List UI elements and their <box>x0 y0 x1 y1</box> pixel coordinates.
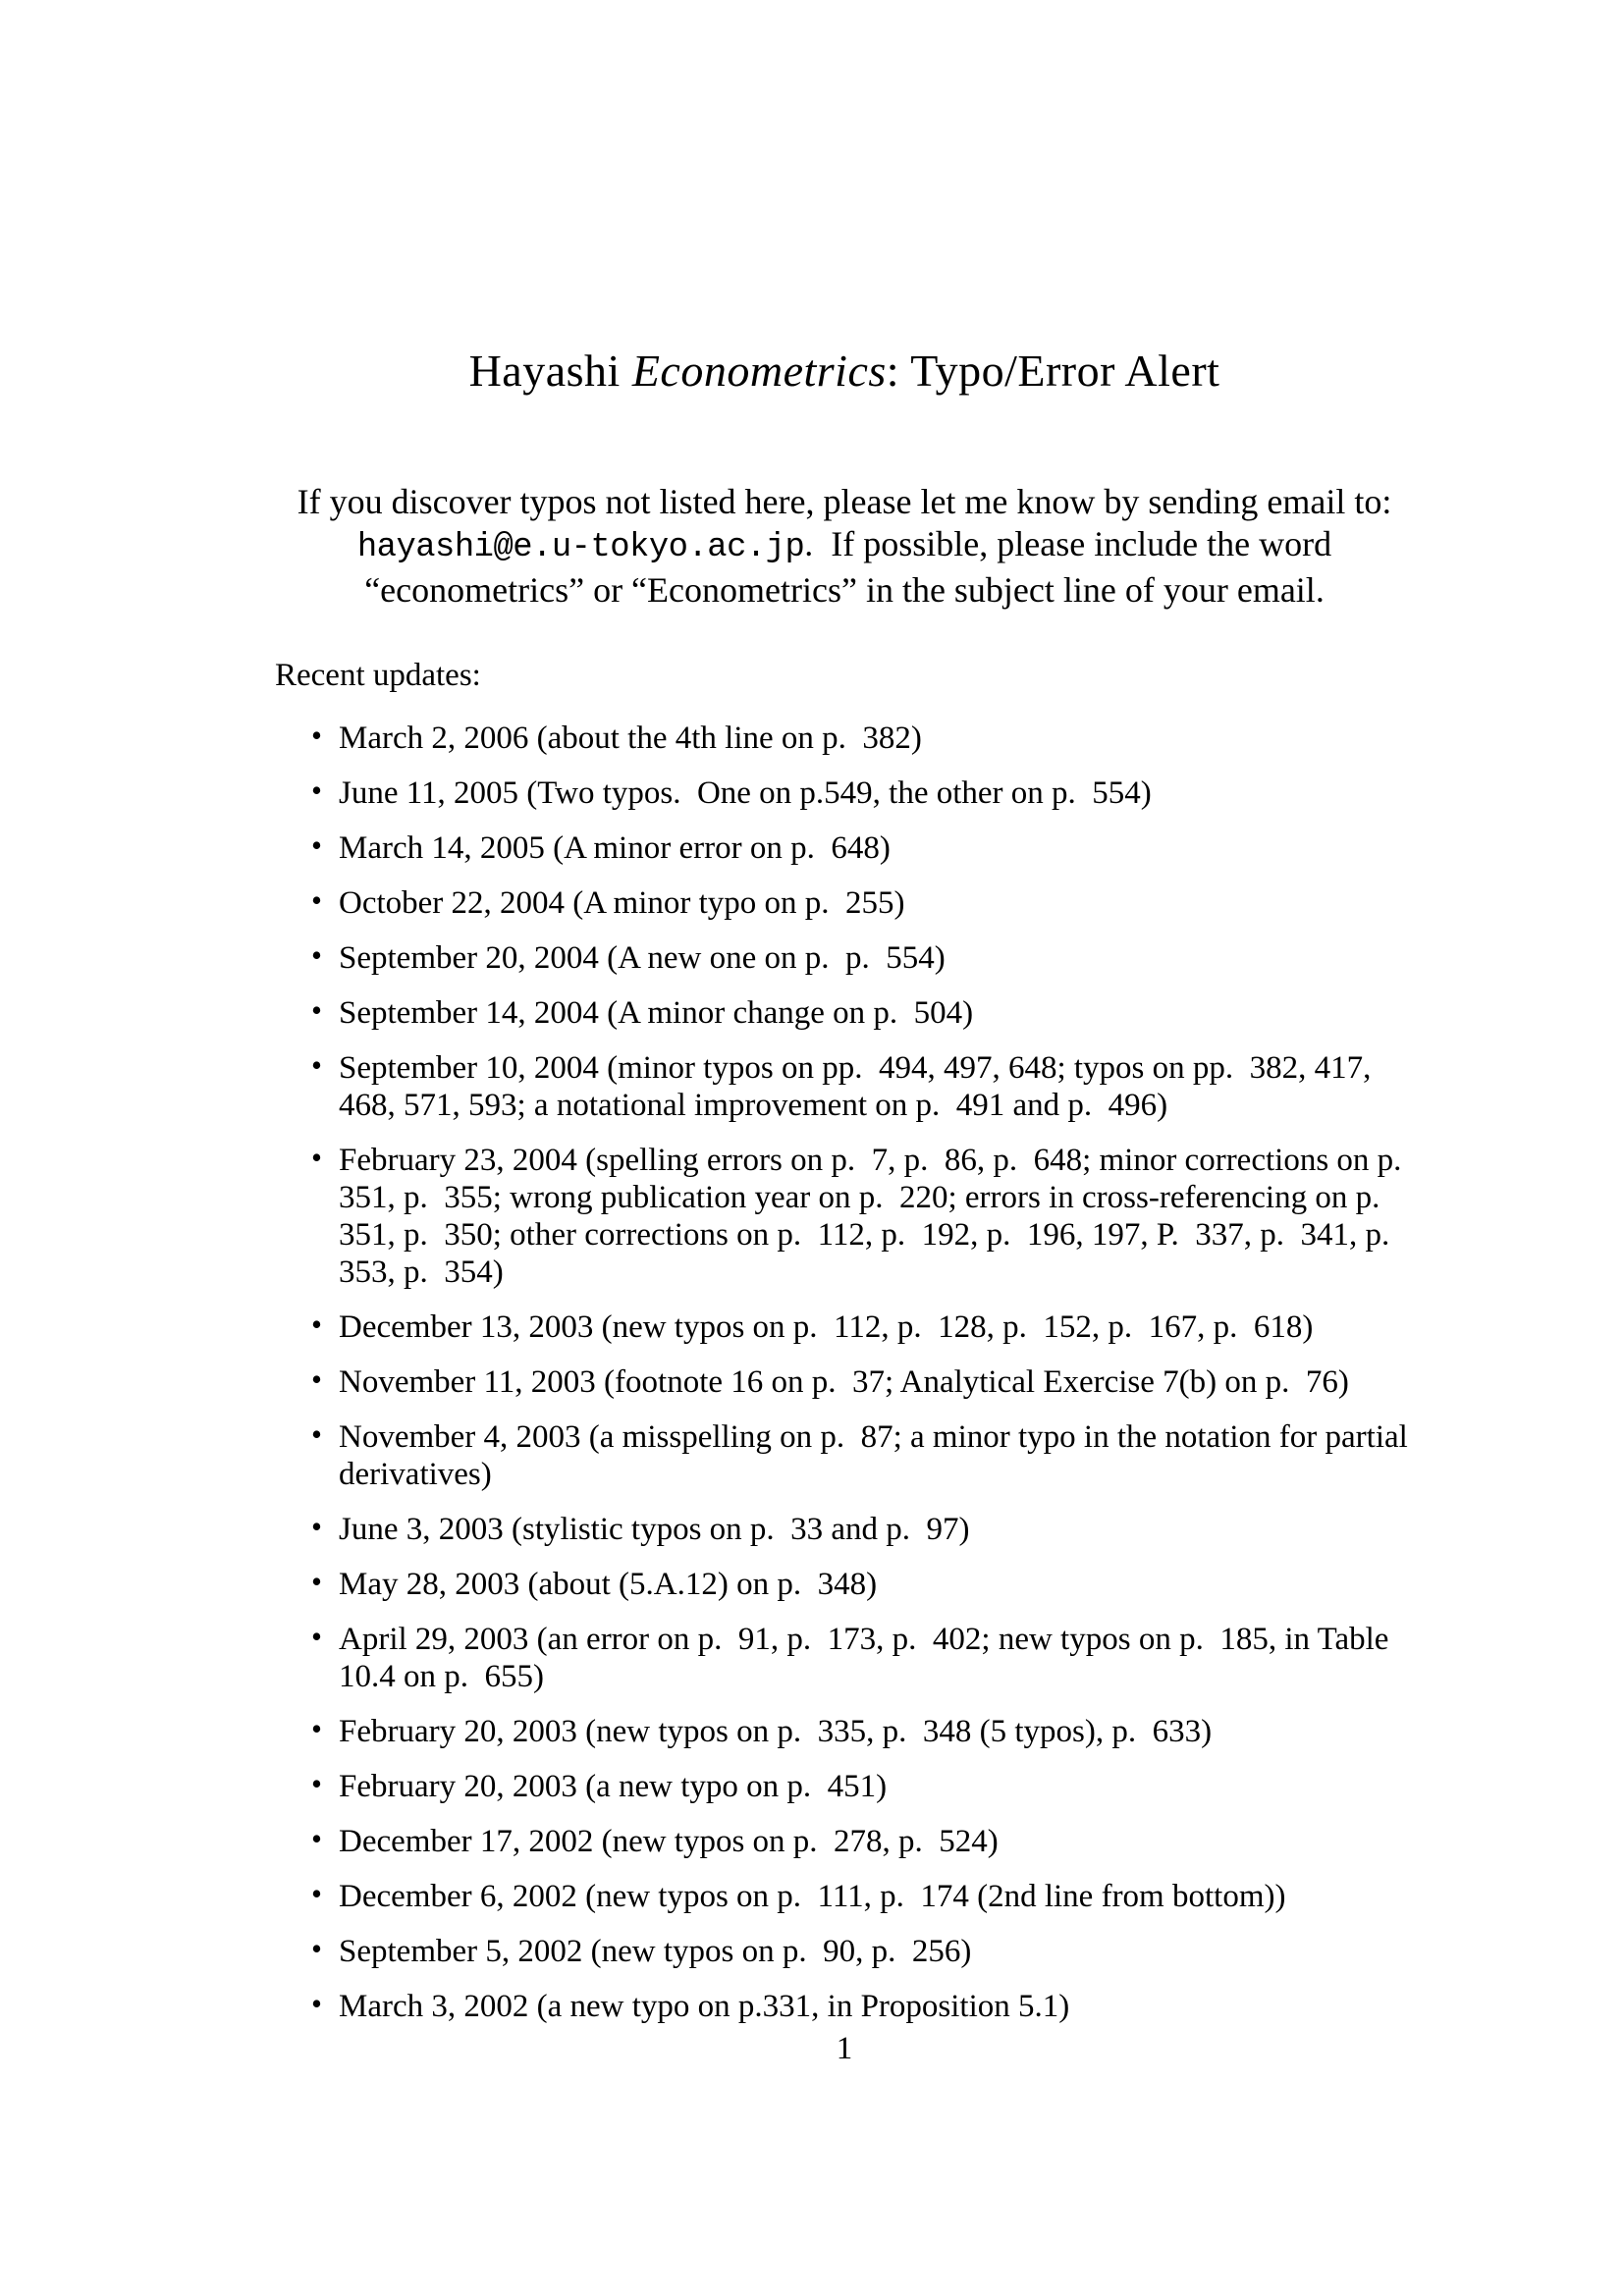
bullet-icon: • <box>311 1712 322 1746</box>
list-item <box>311 1987 1414 2025</box>
intro-text-before-email: If you discover typos not listed here, please let me know by sending email to: <box>297 482 1401 521</box>
recent-updates-label: Recent updates: <box>275 658 481 693</box>
bullet-icon: • <box>311 719 322 753</box>
intro-paragraph <box>275 481 1414 612</box>
list-item <box>311 1308 1414 1346</box>
list-item <box>311 1822 1414 1860</box>
update-text: September 14, 2004 (A minor change on p. 504) <box>339 995 974 1031</box>
update-text: March 2, 2006 (about the 4th line on p. 382) <box>339 721 922 756</box>
update-text: September 20, 2004 (A new one on p. p. 554) <box>339 940 946 976</box>
update-text: April 29, 2003 (an error on p. 91, p. 173, p. 402; new typos on p. 185, in Table 10.4 on p. 655) <box>339 1622 1397 1694</box>
update-text: February 20, 2003 (a new typo on p. 451) <box>339 1769 888 1804</box>
list-item <box>311 883 1414 922</box>
bullet-icon: • <box>311 1141 322 1175</box>
bullet-icon: • <box>311 993 322 1028</box>
update-text: September 10, 2004 (minor typos on pp. 494, 497, 648; typos on pp. 382, 417, 468, 571, 593; a notational improvement on p. 491 and p. 496) <box>339 1050 1380 1123</box>
list-item <box>311 938 1414 977</box>
bullet-icon: • <box>311 883 322 918</box>
list-item <box>311 1712 1414 1750</box>
bullet-icon: • <box>311 1987 322 2021</box>
update-text: February 23, 2004 (spelling errors on p. 7, p. 86, p. 648; minor corrections on p. 351, p. 355; wrong publication year on p. 220; errors in cross-referencing on p. 351, p. 350; other corrections on p. 112, p. 192, p. 196, 197, P. 337, p. 341, p. 353, p. 354) <box>339 1143 1418 1290</box>
bullet-icon: • <box>311 1308 322 1342</box>
update-text: November 4, 2003 (a misspelling on p. 87; a minor typo in the notation for partial derivatives) <box>339 1419 1417 1492</box>
bullet-icon: • <box>311 1932 322 1966</box>
text-block <box>275 0 1418 2043</box>
list-item <box>311 1767 1414 1805</box>
list-item <box>311 1141 1418 1291</box>
update-text: December 17, 2002 (new typos on p. 278, p. 524) <box>339 1824 999 1859</box>
list-item <box>311 1620 1414 1695</box>
list-item <box>311 828 1414 867</box>
page-number: 1 <box>836 2031 853 2066</box>
bullet-icon: • <box>311 1362 322 1397</box>
email-address: hayashi@e.u-tokyo.ac.jp <box>356 529 805 566</box>
bullet-icon: • <box>311 1877 322 1911</box>
title-book-italic: Econometrics <box>631 346 887 396</box>
update-text: December 13, 2003 (new typos on p. 112, p. 128, p. 152, p. 167, p. 618) <box>339 1309 1314 1345</box>
list-item <box>311 774 1414 812</box>
bullet-icon: • <box>311 1417 322 1452</box>
update-text: March 14, 2005 (A minor error on p. 648) <box>339 830 891 866</box>
list-item <box>311 1510 1414 1548</box>
update-text: June 3, 2003 (stylistic typos on p. 33 and p. 97) <box>339 1512 970 1547</box>
bullet-icon: • <box>311 938 322 973</box>
bullet-icon: • <box>311 1510 322 1544</box>
bullet-icon: • <box>311 828 322 863</box>
bullet-icon: • <box>311 1822 322 1856</box>
bullet-icon: • <box>311 774 322 808</box>
bullet-icon: • <box>311 1565 322 1599</box>
bullet-icon: • <box>311 1620 322 1654</box>
update-text: May 28, 2003 (about (5.A.12) on p. 348) <box>339 1567 878 1602</box>
list-item <box>311 1417 1417 1493</box>
list-item <box>311 1932 1414 1970</box>
update-text: December 6, 2002 (new typos on p. 111, p. 174 (2nd line from bottom)) <box>339 1879 1286 1914</box>
update-text: October 22, 2004 (A minor typo on p. 255) <box>339 885 905 921</box>
list-item <box>311 719 1414 757</box>
intro-text-after-email: . If possible, please include the word “econometrics” or “Econometrics” in the subject line of your email. <box>364 524 1341 610</box>
update-text: November 11, 2003 (footnote 16 on p. 37; Analytical Exercise 7(b) on p. 76) <box>339 1364 1349 1400</box>
bullet-icon: • <box>311 1767 322 1801</box>
title-suffix: : Typo/Error Alert <box>886 346 1220 396</box>
bullet-icon: • <box>311 1048 322 1083</box>
updates-list <box>275 719 1418 2025</box>
list-item <box>311 1877 1414 1915</box>
list-item <box>311 1565 1414 1603</box>
page-title <box>275 0 1414 398</box>
title-prefix: Hayashi <box>468 346 632 396</box>
list-item <box>311 1362 1414 1401</box>
update-text: February 20, 2003 (new typos on p. 335, p. 348 (5 typos), p. 633) <box>339 1714 1213 1749</box>
update-text: June 11, 2005 (Two typos. One on p.549, the other on p. 554) <box>339 775 1152 811</box>
update-text: September 5, 2002 (new typos on p. 90, p. 256) <box>339 1934 972 1969</box>
list-item <box>311 1048 1414 1124</box>
update-text: March 3, 2002 (a new typo on p.331, in Proposition 5.1) <box>339 1989 1070 2024</box>
list-item <box>311 993 1414 1032</box>
